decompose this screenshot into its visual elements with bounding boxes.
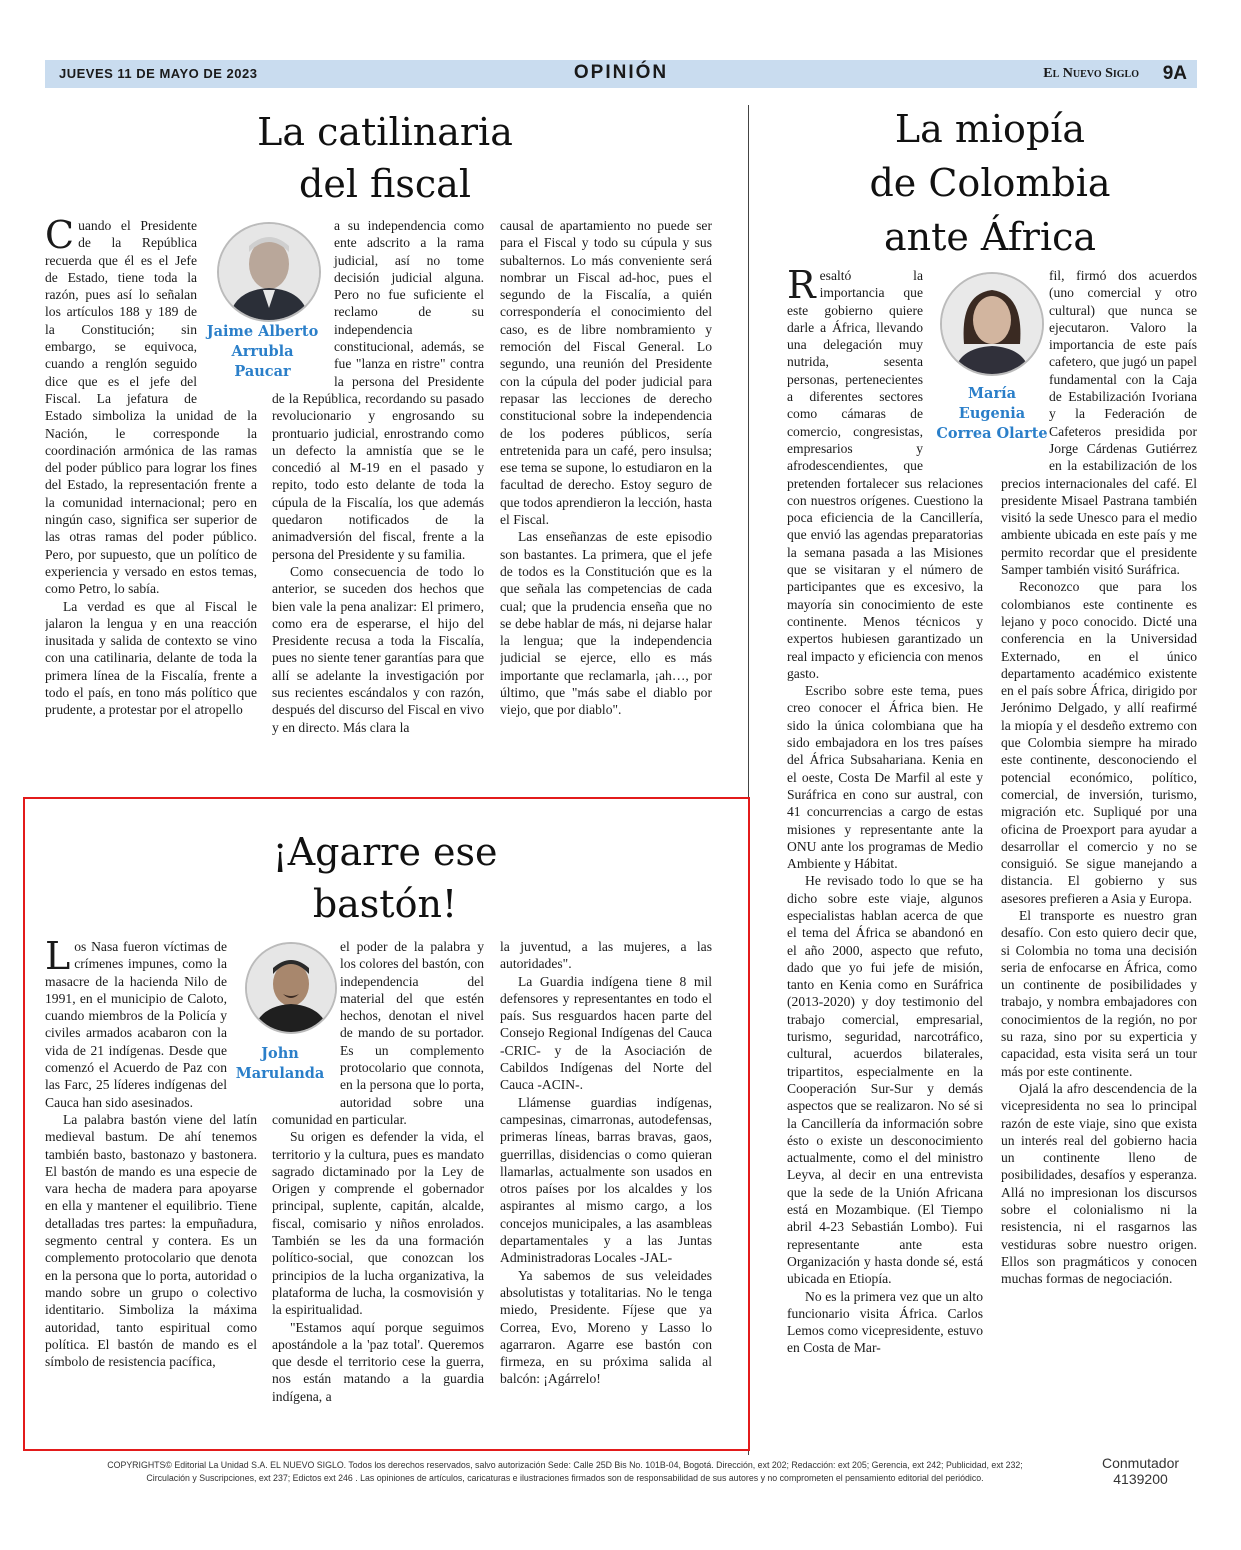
article3-column-1	[787, 267, 983, 1450]
article-title-catilinaria	[240, 106, 530, 210]
page-number: 9A	[1162, 63, 1187, 84]
author-name: Marulanda	[235, 1065, 325, 1082]
copyright-footer	[70, 1459, 1060, 1485]
article1-column-2	[272, 217, 484, 795]
paragraph: He revisado todo lo que se ha dicho sobre este viaje, algunos especialistas hablan acerca de que el tema del África se abandonó en el año 2000, aspecto que refuto, dado que yo fui jefe de misión, tanto en Kenia como en Suráfrica (2013-2020) y doy testimonio del trabajo comercial, empresarial, turismo, seguridad, narcotráfico, cultural, acuerdos bilaterales, tripartitos, especialmente en la Cooperación Sur-Sur y demás aspectos que se realizaron. No sé si la Cancillería da información sobre ésto o existe un desconocimiento actualmente, como el del ministro Leyva, al decir en una entrevista que la sede de la Unión Africana está en Mozambique. (El Tiempo abril 4-23 Sebastián Lombo). Fui representante ante esta Organización y hasta donde sé, está ubicada en Etiopía.	[787, 873, 983, 1287]
switchboard-info	[1102, 1455, 1179, 1487]
paragraph: causal de apartamiento no puede ser para el Fiscal y todo su cúpula y sus subalternos. Lo más conveniente será nombrar un Fiscal ad-hoc, pues el segundo de la Fiscalía, a quién correspondería el conocimiento del caso, es de libre nombramiento y remoción del Fiscal General. Lo segundo, una reunión del Presidente con la cúpula del poder judicial para repasar las lecciones de derecho constitucional sobre la independencia de los poderes públicos, sería entretenida para un café, pero insulsa; ese tema se supone, lo estudiaron en la facultad de derecho. Estoy seguro de que todos aprendieron la lección, hasta el Fiscal.	[500, 218, 712, 528]
drop-cap: R	[787, 267, 816, 307]
paragraph: a su independencia como ente adscrito a la rama judicial, así no tome decisión judicial alguna. Pero no fue suficiente el reclamo de su independencia constitucional, además, se fue "lanza en ristre" contra la persona del Presidente de la República, recordando su pasado revolucionario y engrosando su prontuario judicial, enrostrando como un defecto la amnistía que se le concedió al M-19 en el pasado y repito, todo esto delante de toda la cúpula de la Fiscalía, los que además quedaron notificados de la animadversión del fiscal, frente a la persona del Presidente y su familia.	[272, 218, 484, 562]
title-line: La catilinaria	[257, 110, 513, 154]
drop-cap: L	[45, 938, 71, 978]
author-name: Jaime Alberto	[206, 323, 319, 340]
title-line: bastón!	[312, 882, 458, 926]
paragraph: La verdad es que al Fiscal le jalaron la lengua y en una reacción inusitada y salida de contexto se vino con una catilinaria, delante de toda la primera línea de la Fiscalía, frente a todo el país, en tono más político que prudente, a protestar por el atropello	[45, 598, 257, 718]
title-line: de Colombia	[869, 161, 1111, 205]
author-name: Correa Olarte	[936, 425, 1048, 442]
drop-cap: C	[45, 217, 75, 257]
paragraph: El transporte es nuestro gran desafío. Con esto quiero decir que, si Colombia no toma una decisión seria de enfocarse en África, como un continente de posibilidades y trabajo, y nombra embajadores con conocimientos de la región, no por su raza, sino por su experticia y capacidad, esta visita será un tour más por este continente.	[1001, 907, 1197, 1079]
section-title: OPINIÓN	[573, 62, 669, 83]
paragraph: fil, firmó dos acuerdos (uno comercial y otro cultural) que nunca se ejecutaron. Valoro la importancia de este país cafetero, que jugó un papel fundamental con la Caja de Estabilización Ivoriana y la Federación de Cafeteros presidida por Jorge Cárdenas Gutiérrez en la estabilización de los precios internacionales del café. El presidente Misael Pastrana también visitó la sede Unesco para el medio ambiente ubicada en este país y me permito recordar que el presidente Samper también visitó Suráfrica.	[1001, 268, 1197, 578]
paragraph: Como consecuencia de todo lo anterior, se suceden dos hechos que bien vale la pena analizar: El primero, como era de esperarse, el hijo del Presidente recusa a toda la Fiscalía, pues no siente tener garantías para que allí se adelante la investigación por sus recientes escándalos y con razón, después del discurso del Fiscal en vivo y en directo. Más clara la	[272, 563, 484, 735]
paragraph: Escribo sobre este tema, pues creo conocer el África bien. He sido la única colombiana que ha sido embajadora en los tres países del África Subsahariana. Kenia en el oeste, Costa De Marfil al este y Suráfrica en cono sur austral, con 41 concurrencias a cargo de estas misiones y representante ante la ONU ante los programas de Medio Ambiente y Hábitat.	[787, 683, 983, 872]
page-header	[45, 60, 1197, 88]
footer-line: Circulación y Suscripciones, ext 237; Edictos ext 246 . Las opiniones de artículos, caricaturas e ilustraciones firmados son de responsabilidad de sus autores y no comprometen el pensamiento editorial del periódico.	[146, 1473, 984, 1483]
paragraph: Su origen es defender la vida, el territorio y la cultura, pues es mandato sagrado dictaminado por la Ley de Origen y comprende el gobernador principal, suplente, capitán, alcalde, fiscal, comisario y niños enrolados. También se les da una formación político-social, que conozcan los principios de la lucha organizativa, la plataforma de lucha, la cosmovisión y la espiritualidad.	[272, 1129, 484, 1318]
paragraph: os Nasa fueron víctimas de crímenes impunes, como la masacre de la hacienda Nilo de 1991, en el municipio de Caloto, cuando miembros de la Policía y civiles armados acabaron con la vida de 21 indígenas. Desde que comenzó el Acuerdo de Paz con las Farc, 25 líderes indígenas del Cauca han sido asesinados.	[45, 939, 227, 1110]
paragraph: esaltó la importancia que este gobierno quiere darle a África, llevando una delegación muy nutrida, sesenta personas, pertenecientes a diferentes sectores como cámaras de comercio, congresistas, empresarios y afrodescendientes, que pretenden fortalecer sus relaciones con nuestros orígenes. Cuestiono la poca eficiencia de la Cancillería, que envió las agendas preparatorias la semana pasada a las Misiones que se visitaran y el número de participantes que es excesivo, la mayoría sin conocimiento de este continente. Menos técnicos y expertos hubiesen garantizado un real impacto y eficiencia con menos gasto.	[787, 268, 983, 681]
newspaper-name: El Nuevo Siglo	[1043, 66, 1139, 81]
paragraph: Reconozco que para los colombianos este continente es lejano y poco conocido. Dicté una conferencia en la Universidad Externado, en el único departamento académico existente en el país sobre África, dirigido por Jerónimo Delgado, y allí reafirmé la miopía y el desdeño extremo con que Colombia siempre ha mirado este continente, desconociendo el potencial económico, político, comercial, de inversión, turismo, migración etc. Supliqué por una oficina de Proexport para ayudar a desarrollar el comercio y no se consiguió. Se sigue manejando a distancia. El gobierno y sus asesores prefieren a Asia y Europa.	[1001, 579, 1197, 906]
switchboard-label: Conmutador	[1102, 1455, 1180, 1471]
switchboard-number: 4139200	[1113, 1471, 1168, 1487]
paragraph: el poder de la palabra y los colores del bastón, con independencia del material del que estén hechos, denotan el nivel de mando de su portador. Es un complemento protocolario que connota, en la persona que lo porta, autoridad sobre una comunidad en particular.	[272, 939, 484, 1127]
footer-line: COPYRIGHTS© Editorial La Unidad S.A. EL NUEVO SIGLO. Todos los derechos reservados, salvo autorización Sede: Calle 25D Bis No. 101B-04, Bogotá. Dirección, ext 202; Redacción: ext 205; Gerencia, ext 242; Publicidad, ext 232;	[107, 1460, 1023, 1470]
paragraph: uando el Presidente de la República recuerda que él es el Jefe de Estado, tiene toda la razón, pues así lo señalan los artículos 188 y 189 de la Constitución; sin embargo, se equivoca, cuando a renglón seguido dice que es el jefe del Fiscal. La jefatura de Estado simboliza la unidad de la Nación, le corresponde la coordinación armónica de las ramas del poder público para lograr los fines del Estado, la representación frente a la comunidad internacional; pero en ningún caso, significa ser superior de las otras ramas del poder público. Pero, por supuesto, que un político de experiencia y versado en estos temas, como Petro, lo sabía.	[45, 218, 257, 597]
paragraph: La palabra bastón viene del latín medieval bastum. De ahí tenemos también basto, bastonazo y bastonera. El bastón de mando es una especie de vara hecha de madera para apoyarse en ella y mantener el equilibrio. Tiene detalladas tres partes: la empuñadura, segmento central y contera. Es un complemento protocolario que denota en la persona que lo porta, autoridad o mando sobre un grupo o colectivo identitario. Simboliza la máxima autoridad, tanto espiritual como política. El bastón de mando es el símbolo de resistencia pacífica,	[45, 1111, 257, 1370]
article2-column-3	[500, 938, 712, 1438]
paragraph: No es la primera vez que un alto funcionario visita África. Carlos Lemos como vicepresidente, estuvo en Costa de Mar-	[787, 1288, 983, 1356]
title-line: ¡Agarre ese	[272, 830, 498, 874]
paragraph: Ya sabemos de sus veleidades absolutistas y totalitarias. No le tenga miedo, Presidente. Fíjese que ya Correa, Evo, Moreno y Lasso lo agarraron. Agarre ese bastón con firmeza, en su próxima salida al balcón: ¡Agárrelo!	[500, 1267, 712, 1387]
article-title-baston	[240, 826, 530, 930]
author-name: Arrubla	[231, 343, 294, 360]
article2-column-1	[45, 938, 257, 1438]
title-line: ante África	[883, 215, 1097, 259]
article1-column-1	[45, 217, 257, 795]
author-name: Eugenia	[958, 405, 1026, 422]
author-name: John	[261, 1045, 299, 1062]
title-line: del fiscal	[299, 162, 471, 206]
article2-column-2	[272, 938, 484, 1438]
paragraph: Ojalá la afro descendencia de la vicepresidenta no sea lo principal razón de este viaje, sino que exista un interés real del gobierno hacia un continente lleno de posibilidades, desafíos y esperanza. Allá no impresionan los discursos sobre el colonialismo ni la resistencia, ni el rasgarnos las vestiduras sobre nuestro origen. Ellos son pragmáticos y conocen muchas formas de negociación.	[1001, 1080, 1197, 1287]
issue-date: JUEVES 11 DE MAYO DE 2023	[59, 66, 258, 81]
paragraph: la juventud, a las mujeres, a las autoridades".	[500, 939, 712, 972]
paragraph: "Estamos aquí porque seguimos apostándole a la 'paz total'. Queremos que desde el territorio cese la guerra, nos están matando a la guardia indígena, a	[272, 1319, 484, 1404]
author-name: María	[968, 385, 1016, 402]
article1-column-3	[500, 217, 712, 795]
paragraph: La Guardia indígena tiene 8 mil defensores y representantes en todo el país. Sus resguardos hacen parte del Consejo Regional Indígenas del Cauca -CRIC- y de la Asociación de Cabildos Indígenas del Norte del Cauca -ACIN-.	[500, 973, 712, 1093]
author-name: Paucar	[234, 363, 291, 380]
title-line: La miopía	[894, 107, 1086, 151]
paragraph: Llámense guardias indígenas, campesinas, cimarronas, autodefensas, primeras líneas, barras bravas, gaos, guerrillas, disidencias o como quieran llamarlas, actualmente son usados en otros países por los alcaldes y los aspirantes al mismo cargo, a los concejos municipales, a las asambleas departamentales y a las Juntas Administradoras Locales -JAL-	[500, 1094, 712, 1266]
paragraph: Las enseñanzas de este episodio son bastantes. La primera, que el jefe de todos es la Constitución que es la que señala las competencias de cada cual; que la prudencia enseña que no se debe hablar de más, ni dejarse halar la lengua; que la independencia judicial se ejerce, ello es más importante que reclamarla, ¡ah…, por último, que "más sabe el diablo por viejo, que por diablo".	[500, 529, 712, 718]
article-title-miopia	[830, 102, 1150, 264]
article3-column-2	[1001, 267, 1197, 1450]
